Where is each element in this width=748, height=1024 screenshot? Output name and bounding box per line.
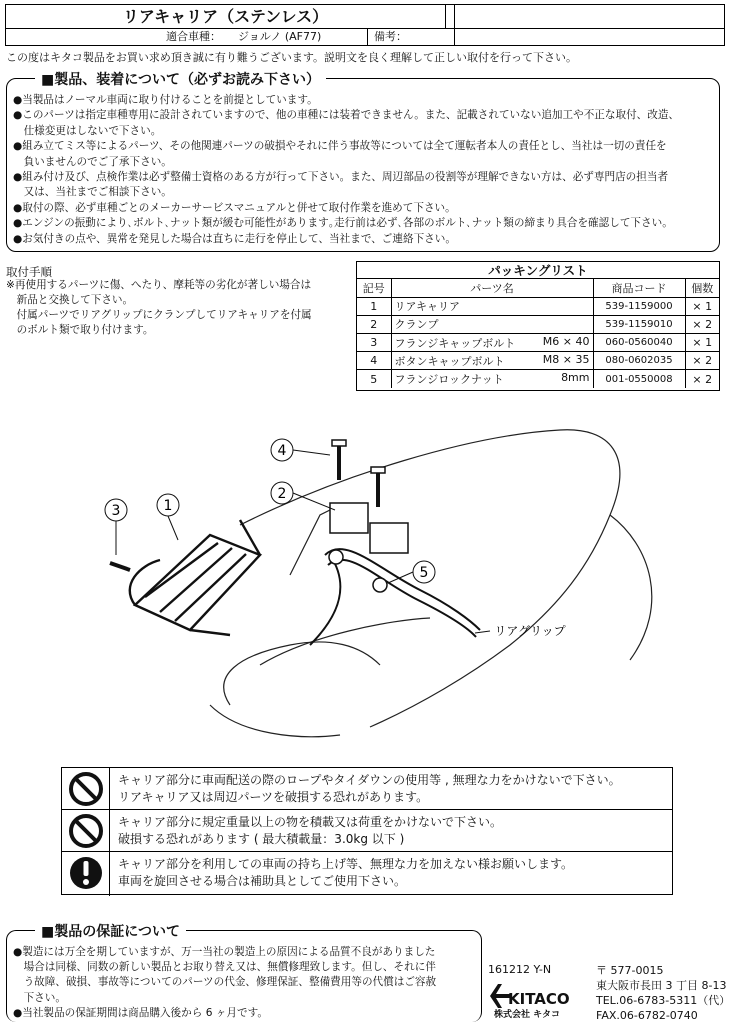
- row-code: 539-1159010: [593, 315, 685, 333]
- row-name: クランプ: [394, 318, 439, 332]
- doc-code: 161212 Y-N: [488, 963, 552, 976]
- row-name: フランジキャップボルト: [394, 336, 516, 350]
- warning-icon-cell: [62, 768, 110, 809]
- warning-text: [118, 856, 573, 889]
- warranty-list: [13, 945, 436, 1021]
- warning-row: [62, 810, 672, 852]
- prohibited-icon: [62, 768, 110, 810]
- packing-list: [356, 261, 720, 391]
- col-header: 個数: [685, 279, 719, 297]
- row-qty: × 1: [685, 297, 719, 315]
- notice-box: [6, 72, 720, 252]
- warranty-item: う故障、破損、事故等についてのパーツの代金、修理保証、整備費用等の代償はご容赦: [13, 976, 437, 989]
- table-row: [357, 370, 719, 388]
- callout-2: 2: [277, 486, 287, 502]
- notice-item: ●取付の際、必ず車種ごとのメーカーサービスマニュアルと併せて取付作業を進めて下さい。: [13, 201, 456, 214]
- table-row: [357, 315, 719, 333]
- scooter-outline: [210, 430, 652, 737]
- steps-line: ※再使用するパーツに傷、へたり、摩耗等の劣化が著しい場合は: [6, 279, 312, 291]
- row-name-cell: [391, 352, 593, 370]
- callout-4: 4: [277, 443, 287, 459]
- row-spec: 8mm: [561, 371, 590, 385]
- row-name-cell: [391, 370, 593, 388]
- warning-text: [118, 772, 621, 805]
- product-title: リアキャリア（ステンレス）: [6, 5, 446, 29]
- table-row: [357, 334, 719, 352]
- row-code: 539-1159000: [593, 297, 685, 315]
- packing-header-row: [357, 279, 719, 297]
- notice-item: ●お気付きの点や、異常を発見した場合は直ちに走行を停止して、当社まで、ご連絡下さい。: [13, 232, 456, 245]
- row-code: 001-0550008: [593, 370, 685, 388]
- row-code: 080-0602035: [593, 352, 685, 370]
- callout-3: 3: [111, 503, 121, 519]
- callout-5: 5: [419, 565, 429, 581]
- steps-line: 新品と交換して下さい。: [6, 294, 134, 306]
- warning-line: キャリア部分に規定重量以上の物を積載又は荷重をかけないで下さい。: [118, 815, 503, 829]
- row-qty: × 2: [685, 370, 719, 388]
- warning-icon-cell: [62, 852, 110, 896]
- row-spec: M8 × 35: [542, 352, 590, 366]
- row-qty: × 1: [685, 334, 719, 352]
- header-divider: [454, 5, 455, 45]
- notice-item: ●エンジンの振動により､ボルト､ナット類が緩む可能性があります｡走行前は必ず､各部のボルト､ナット類の締まり具合を確認して下さい。: [13, 217, 673, 230]
- notice-item: ●組み付け及び、点検作業は必ず整備士資格のある方が行って下さい。また、周辺部品の役割等が理解できない方は、必ず専門店の担当者: [13, 171, 669, 184]
- row-no: 1: [357, 297, 391, 315]
- warning-line: 破損する恐れがあります ( 最大積載量：3.0kg 以下 ): [118, 831, 405, 846]
- model-cell: [6, 29, 368, 45]
- col-header: 記号: [357, 279, 391, 297]
- model-value: ジョルノ (AF77): [238, 30, 322, 43]
- company-address: [596, 963, 730, 1023]
- table-row: [357, 297, 719, 315]
- warranty-item: ●当社製品の保証期間は商品購入後から 6 ヶ月です。: [13, 1006, 268, 1019]
- row-qty: × 2: [685, 315, 719, 333]
- warranty-item: 下さい。: [13, 991, 66, 1004]
- intro-text: この度はキタコ製品をお買い求め頂き誠に有り難うございます。説明文を良く理解して正しい取付を行って下さい。: [6, 51, 578, 64]
- kitaco-logo: [488, 978, 592, 1020]
- grip-label: リアグリップ: [494, 624, 566, 638]
- steps-title: 取付手順: [6, 265, 52, 279]
- row-no: 4: [357, 352, 391, 370]
- warning-line: 車両を旋回させる場合は補助具としてご使用下さい。: [118, 873, 407, 888]
- warning-box: [61, 767, 673, 895]
- kitaco-logo-icon: [488, 978, 592, 1020]
- tel: TEL.06-6783-5311（代）: [596, 994, 731, 1007]
- notice-item: ●当製品はノーマル車両に取り付けることを前提としています。: [13, 94, 318, 106]
- prohibited-icon: [62, 810, 110, 852]
- notice-item: ●このパーツは指定車種専用に設計されていますので、他の車種には装着できません。また、記載されていない追加工や不正な取付、改造、: [13, 109, 680, 122]
- warranty-box: [6, 924, 482, 1022]
- callout-1: 1: [163, 498, 173, 514]
- steps-text: [6, 278, 312, 338]
- document-header: [5, 4, 725, 46]
- notice-item: ●組み立てミス等によるパーツ、その他関連パーツの破損やそれに伴う事故等については全て運転者本人の責任とし、当社は一切の責任を: [13, 140, 667, 153]
- mandatory-icon: [62, 852, 110, 894]
- row-code: 060-0560040: [593, 334, 685, 352]
- warning-line: リアキャリア又は周辺パーツを破損する恐れがあります。: [118, 789, 429, 804]
- warranty-title: ■製品の保証について: [35, 921, 186, 941]
- col-header: 商品コード: [593, 279, 685, 297]
- warranty-item: ●製造には万全を期していますが、万一当社の製造上の原因による品質不良がありました: [13, 946, 436, 958]
- installation-diagram: [90, 405, 730, 745]
- packing-table: [357, 279, 719, 388]
- warning-icon-cell: [62, 810, 110, 851]
- warning-line: キャリア部分を利用しての車両の持ち上げ等、無理な力を加えない様お願いします。: [118, 857, 574, 871]
- fax: FAX.06-6782-0740: [596, 1009, 698, 1022]
- row-name-cell: [391, 315, 593, 333]
- notice-title: ■製品、装着について（必ずお読み下さい）: [35, 69, 326, 89]
- row-name: ボタンキャップボルト: [394, 354, 505, 368]
- model-label: 適合車種：: [166, 30, 221, 43]
- row-no: 2: [357, 315, 391, 333]
- row-spec: M6 × 40: [542, 334, 590, 348]
- remarks-label: 備考：: [374, 30, 407, 43]
- address-line: 東大阪市長田 3 丁目 8-13: [596, 979, 727, 992]
- row-name: フランジロックナット: [394, 373, 504, 387]
- row-no: 5: [357, 370, 391, 388]
- steps-line: 付属パーツでリアグリップにクランプしてリアキャリアを付属: [6, 309, 312, 321]
- row-no: 3: [357, 334, 391, 352]
- row-name-cell: [391, 334, 593, 352]
- col-header: パーツ名: [391, 279, 593, 297]
- header-info-row: [6, 29, 724, 45]
- row-name: リアキャリア: [394, 300, 461, 314]
- steps-line: のボルト類で取り付けます。: [6, 324, 154, 336]
- company-name: 株式会社 キタコ: [494, 1010, 561, 1020]
- postal-code: 〒 577-0015: [596, 964, 664, 977]
- notice-item: 仕様変更はしないで下さい。: [13, 124, 162, 137]
- row-qty: × 2: [685, 352, 719, 370]
- rear-carrier-drawing: [130, 520, 260, 635]
- table-row: [357, 352, 719, 370]
- notice-item: 又は、当社までご相談下さい。: [13, 186, 172, 199]
- row-name-cell: [391, 297, 593, 315]
- packing-title: パッキングリスト: [357, 262, 719, 279]
- brand-name: KITACO: [508, 990, 570, 1008]
- header-title-row: [6, 5, 724, 29]
- warranty-item: 場合は同様、同数の新しい製品とお取り替え又は、無償修理致します。但し、それに伴: [13, 961, 436, 974]
- warning-text: [118, 814, 502, 847]
- warning-row: [62, 852, 672, 896]
- warning-line: キャリア部分に車両配送の際のロープやタイダウンの使用等 , 無理な力をかけないで下さい。: [118, 773, 621, 787]
- notice-item: 負いませんのでご了承下さい。: [13, 155, 172, 168]
- notice-list: [13, 93, 679, 247]
- leader-lines: [116, 450, 490, 633]
- warning-row: [62, 768, 672, 810]
